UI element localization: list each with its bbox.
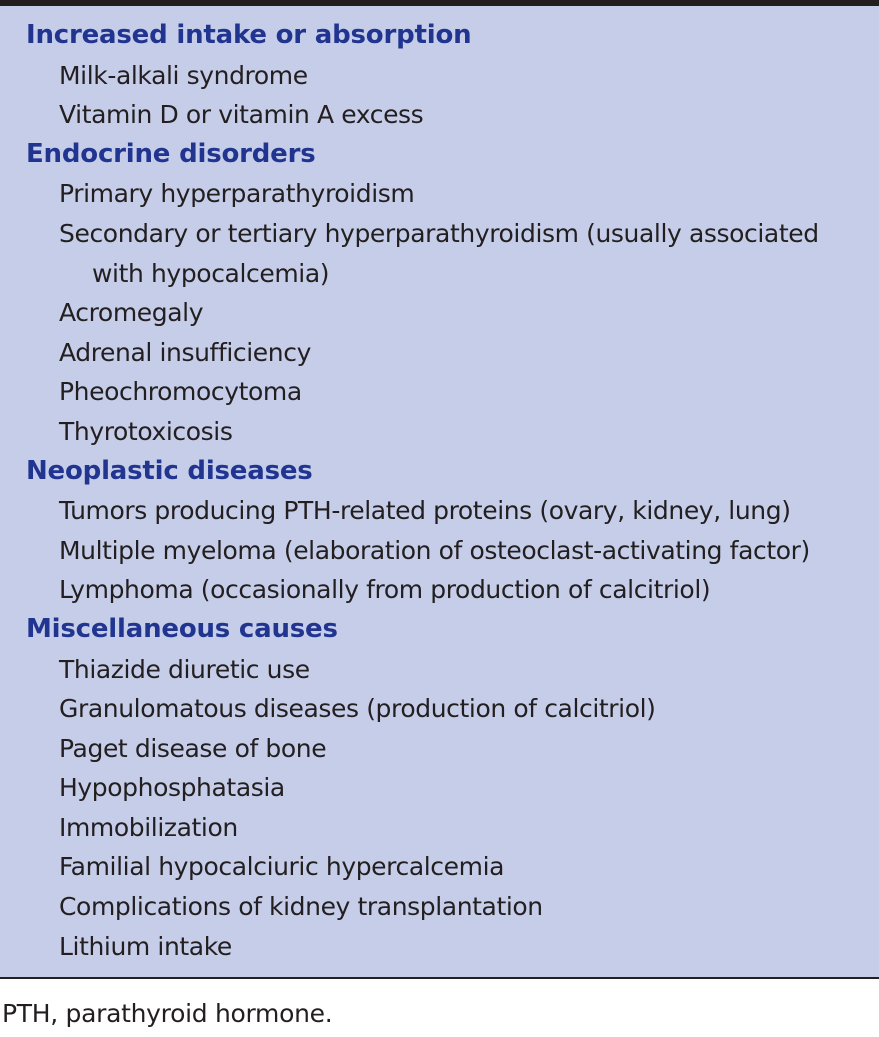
list-item: Acromegaly xyxy=(59,298,204,328)
list-item: Lithium intake xyxy=(59,931,232,961)
list-item: Thyrotoxicosis xyxy=(59,416,233,446)
section-endocrine-disorders xyxy=(0,135,879,452)
list-item: Milk-alkali syndrome xyxy=(59,60,308,90)
list-item: Lymphoma (occasionally from production of calcitriol) xyxy=(59,575,711,605)
section-heading: Miscellaneous causes xyxy=(26,613,338,644)
section-heading: Endocrine disorders xyxy=(26,138,316,169)
section-increased-intake xyxy=(0,16,879,135)
list-item: Adrenal insufficiency xyxy=(59,337,311,367)
section-neoplastic-diseases xyxy=(0,452,879,610)
list-item: Familial hypocalciuric hypercalcemia xyxy=(59,852,505,882)
list-item: Granulomatous diseases (production of calcitriol) xyxy=(59,694,656,724)
list-item: Multiple myeloma (elaboration of osteoclast-activating factor) xyxy=(59,535,810,565)
list-item: Immobilization xyxy=(59,812,238,842)
list-item: Vitamin D or vitamin A excess xyxy=(59,100,424,130)
list-item: Primary hyperparathyroidism xyxy=(59,179,415,209)
list-item: Thiazide diuretic use xyxy=(59,654,310,684)
list-item: Pheochromocytoma xyxy=(59,377,302,407)
list-item: Hypophosphatasia xyxy=(59,773,285,803)
list-item: Secondary or tertiary hyperparathyroidism (usually associated with hypocalcemia) xyxy=(59,218,819,288)
section-heading: Increased intake or absorption xyxy=(26,20,472,50)
section-heading: Neoplastic diseases xyxy=(26,455,313,486)
list-item: Paget disease of bone xyxy=(59,733,327,763)
table-footnote: PTH, parathyroid hormone. xyxy=(2,999,333,1028)
list-item: Complications of kidney transplantation xyxy=(59,892,543,922)
section-miscellaneous-causes xyxy=(0,610,879,966)
list-item: Tumors producing PTH-related proteins (ovary, kidney, lung) xyxy=(59,496,791,526)
